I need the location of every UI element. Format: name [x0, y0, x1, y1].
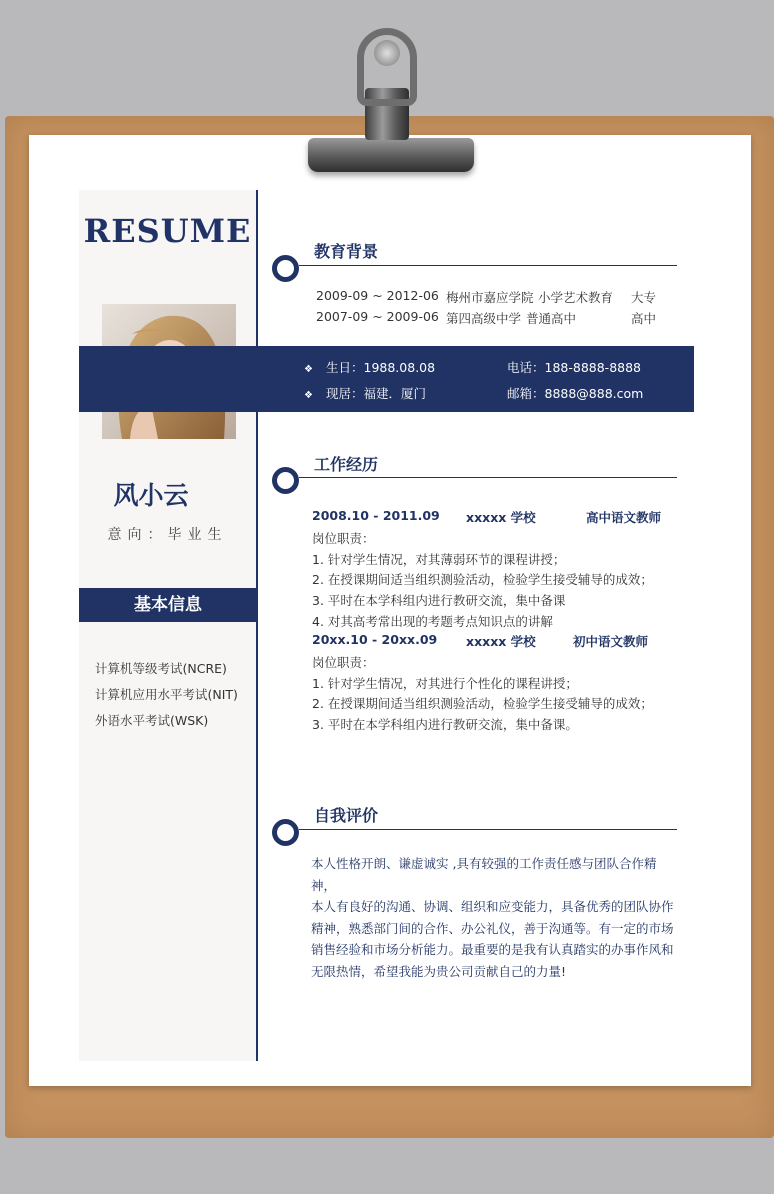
job-role: 高中语文教师 — [586, 510, 662, 525]
work-heading: 工作经历 — [314, 455, 379, 474]
contact-phone: 电话：188-8888-8888 — [507, 360, 642, 375]
cert-item: 外语水平考试(WSK) — [95, 713, 209, 728]
education-heading: 教育背景 — [314, 242, 379, 261]
education-degree: 高中 — [631, 311, 657, 326]
duty-item: 1. 针对学生情况，对其薄弱环节的课程讲授； — [312, 552, 566, 567]
self-eval-text — [311, 853, 681, 982]
self-eval-line: 精神，熟悉部门间的合作、办公礼仪，善于沟通等。有一定的市场 — [311, 920, 674, 936]
self-eval-heading: 自我评价 — [314, 806, 379, 825]
education-underline — [299, 265, 677, 266]
birthday-text: 生日：1988.08.08 — [326, 360, 436, 375]
education-major: 普通高中 — [526, 311, 577, 326]
contact-email: 邮箱：8888@888.com — [507, 386, 644, 401]
job-role: 初中语文教师 — [573, 634, 649, 649]
circle-marker-icon — [272, 255, 299, 282]
education-degree: 大专 — [631, 290, 657, 305]
cert-list — [95, 656, 238, 734]
basic-info-heading: 基本信息 — [79, 588, 257, 622]
circle-marker-icon — [272, 819, 299, 846]
education-school: 第四高级中学 — [446, 311, 522, 326]
self-eval-line: 销售经验和市场分析能力。最重要的是我有认真踏实的办事作风和 — [311, 942, 674, 957]
residence-text: 现居：福建．厦门 — [326, 386, 427, 401]
job-school: xxxxx 学校 — [466, 510, 536, 525]
job-period: 2008.10 - 2011.09 — [312, 508, 440, 523]
work-underline — [299, 477, 677, 478]
job-school: xxxxx 学校 — [466, 634, 536, 649]
resume-heading: RESUME — [83, 212, 252, 250]
diamond-bullet-icon: ❖ — [304, 390, 313, 401]
self-eval-line: 无限热情，希望我能为贵公司贡献自己的力量! — [311, 963, 567, 979]
education-major: 小学艺术教育 — [538, 290, 614, 305]
contact-band — [79, 346, 694, 412]
duty-item: 4. 对其高考常出现的考题考点知识点的讲解 — [312, 614, 553, 629]
education-period: 2007-09 ~ 2009-06 — [316, 309, 439, 324]
contact-residence — [304, 384, 426, 402]
vertical-divider — [256, 190, 258, 1061]
cert-item: 计算机等级考试(NCRE) — [95, 661, 227, 676]
cert-item: 计算机应用水平考试(NIT) — [95, 687, 238, 702]
candidate-name: 风小云 — [113, 481, 189, 510]
duty-item: 3. 平时在本学科组内进行教研交流，集中备课 — [312, 593, 566, 608]
circle-marker-icon — [272, 467, 299, 494]
self-eval-line: 本人性格开朗、谦虚诚实 ,具有较强的工作责任感与团队合作精神， — [311, 856, 657, 893]
job-period: 20xx.10 - 20xx.09 — [312, 632, 438, 647]
contact-birthday — [304, 358, 435, 376]
education-school: 梅州市嘉应学院 — [446, 290, 534, 305]
duty-item: 2. 在授课期间适当组织测验活动，检验学生接受辅导的成效； — [312, 696, 653, 711]
duty-item: 1. 针对学生情况，对其进行个性化的课程讲授； — [312, 676, 578, 691]
education-period: 2009-09 ~ 2012-06 — [316, 288, 439, 303]
binder-clip-rivet — [374, 40, 400, 66]
job-intent: 意向：毕业生 — [107, 527, 228, 543]
duty-label: 岗位职责： — [312, 531, 375, 546]
self-eval-line: 本人有良好的沟通、协调、组织和应变能力，具备优秀的团队协作 — [311, 899, 674, 914]
diamond-bullet-icon: ❖ — [304, 364, 313, 375]
duty-item: 3. 平时在本学科组内进行教研交流，集中备课。 — [312, 717, 578, 732]
duty-label: 岗位职责： — [312, 655, 375, 670]
self-eval-underline — [299, 829, 677, 830]
binder-clip-icon — [308, 138, 474, 172]
duty-item: 2. 在授课期间适当组织测验活动，检验学生接受辅导的成效； — [312, 572, 653, 587]
